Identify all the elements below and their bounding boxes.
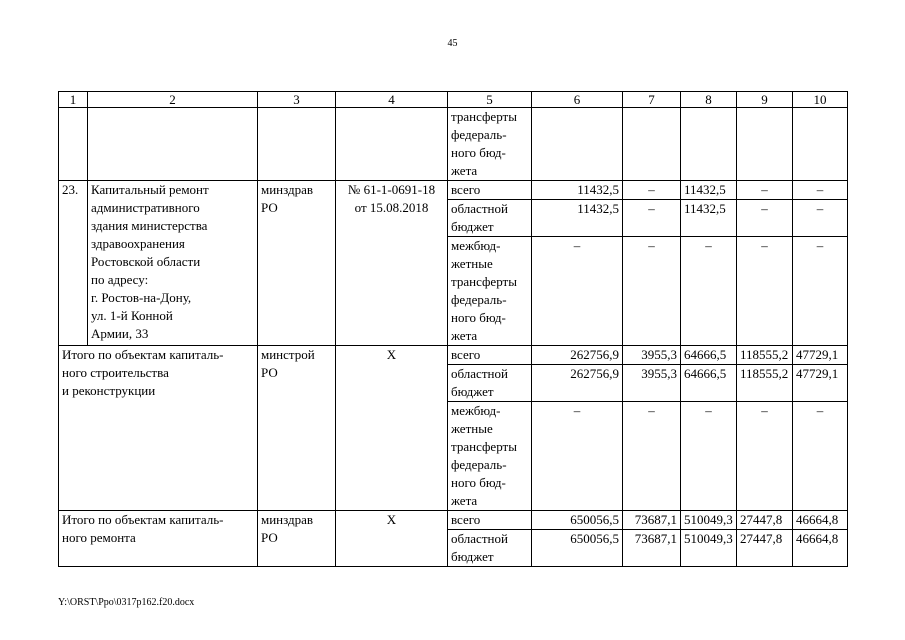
value-cell: –	[532, 237, 623, 346]
value-cell: 510049,3	[681, 511, 737, 530]
funding-cell: всего	[448, 346, 532, 365]
value-cell: 47729,1	[793, 365, 848, 402]
funding-cell: областной бюджет	[448, 530, 532, 567]
value-cell: 46664,8	[793, 530, 848, 567]
column-number: 9	[737, 92, 793, 108]
column-number: 6	[532, 92, 623, 108]
funding-cell: всего	[448, 511, 532, 530]
table-row	[59, 108, 848, 181]
name-cell: Итого по объектам капиталь- ного строительства и реконструкции	[59, 346, 258, 511]
value-cell	[623, 108, 681, 181]
value-cell: 27447,8	[737, 530, 793, 567]
value-cell: –	[737, 237, 793, 346]
executor-cell	[258, 108, 336, 181]
executor-cell: минстрой РО	[258, 346, 336, 511]
name-cell: Капитальный ремонт административного здания министерства здравоохранения Ростовской области по адресу: г. Ростов-на-Дону, ул. 1-й Конной Армии, 33	[88, 181, 258, 346]
column-number: 3	[258, 92, 336, 108]
column-number: 7	[623, 92, 681, 108]
value-cell: –	[532, 402, 623, 511]
value-cell: 3955,3	[623, 346, 681, 365]
continuation-group	[59, 108, 848, 181]
funding-cell: областной бюджет	[448, 200, 532, 237]
value-cell: 262756,9	[532, 365, 623, 402]
value-cell: 73687,1	[623, 530, 681, 567]
object-23-group	[59, 181, 848, 346]
value-cell: 47729,1	[793, 346, 848, 365]
value-cell: 650056,5	[532, 530, 623, 567]
table-row	[59, 511, 848, 530]
value-cell: 3955,3	[623, 365, 681, 402]
executor-cell: минздрав РО	[258, 511, 336, 567]
value-cell: –	[737, 181, 793, 200]
funding-cell: межбюд- жетные трансферты федераль- ного бюд- жета	[448, 402, 532, 511]
value-cell	[793, 108, 848, 181]
value-cell	[737, 108, 793, 181]
table-row	[59, 181, 848, 200]
value-cell: –	[793, 181, 848, 200]
funding-cell: трансферты федераль- ного бюд- жета	[448, 108, 532, 181]
index-cell: 23.	[59, 181, 88, 346]
value-cell: 11432,5	[532, 181, 623, 200]
value-cell: 118555,2	[737, 346, 793, 365]
funding-cell: межбюд- жетные трансферты федераль- ного бюд- жета	[448, 237, 532, 346]
value-cell	[681, 108, 737, 181]
value-cell: –	[793, 200, 848, 237]
value-cell: –	[623, 402, 681, 511]
budget-table	[58, 91, 848, 567]
value-cell: –	[681, 402, 737, 511]
value-cell: –	[623, 200, 681, 237]
value-cell: –	[623, 181, 681, 200]
value-cell: 46664,8	[793, 511, 848, 530]
total-repair-group	[59, 511, 848, 567]
table-row	[59, 346, 848, 365]
value-cell: –	[793, 237, 848, 346]
column-number: 8	[681, 92, 737, 108]
column-number: 2	[88, 92, 258, 108]
column-number: 10	[793, 92, 848, 108]
document-cell: № 61-1-0691-18 от 15.08.2018	[336, 181, 448, 346]
footer-file-path: Y:\ORST\Ppo\0317p162.f20.docx	[58, 597, 195, 608]
funding-cell: областной бюджет	[448, 365, 532, 402]
document-cell	[336, 108, 448, 181]
column-number-row	[59, 92, 848, 108]
name-cell: Итого по объектам капиталь- ного ремонта	[59, 511, 258, 567]
value-cell: 11432,5	[681, 181, 737, 200]
value-cell: –	[737, 402, 793, 511]
page-number: 45	[447, 38, 458, 49]
value-cell: 650056,5	[532, 511, 623, 530]
table-header	[59, 92, 848, 108]
index-cell	[59, 108, 88, 181]
value-cell: 73687,1	[623, 511, 681, 530]
total-construction-group	[59, 346, 848, 511]
value-cell: –	[681, 237, 737, 346]
value-cell: 64666,5	[681, 346, 737, 365]
value-cell: 262756,9	[532, 346, 623, 365]
column-number: 5	[448, 92, 532, 108]
value-cell: 510049,3	[681, 530, 737, 567]
value-cell	[532, 108, 623, 181]
value-cell: 11432,5	[532, 200, 623, 237]
executor-cell: минздрав РО	[258, 181, 336, 346]
document-cell: X	[336, 511, 448, 567]
value-cell: –	[737, 200, 793, 237]
document-cell: X	[336, 346, 448, 511]
value-cell: 64666,5	[681, 365, 737, 402]
column-number: 4	[336, 92, 448, 108]
value-cell: 27447,8	[737, 511, 793, 530]
value-cell: 118555,2	[737, 365, 793, 402]
value-cell: 11432,5	[681, 200, 737, 237]
value-cell: –	[623, 237, 681, 346]
name-cell	[88, 108, 258, 181]
funding-cell: всего	[448, 181, 532, 200]
value-cell: –	[793, 402, 848, 511]
column-number: 1	[59, 92, 88, 108]
